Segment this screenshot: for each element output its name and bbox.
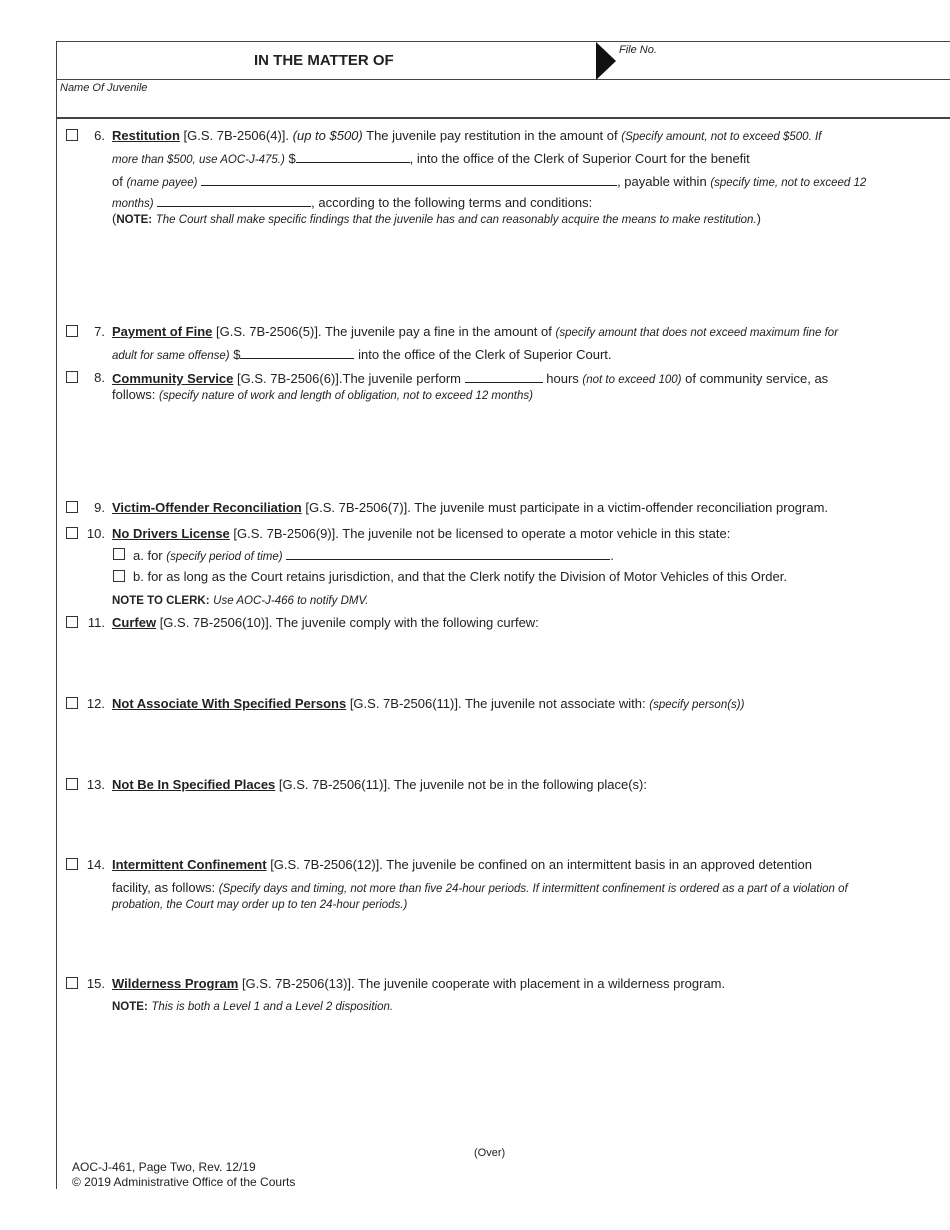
header-top-rule <box>56 41 950 42</box>
item-number: 7. <box>94 324 105 339</box>
not-in-places-title: Not Be In Specified Places <box>112 777 276 792</box>
community-service-title: Community Service <box>112 371 234 386</box>
clerk-note: NOTE TO CLERK: Use AOC-J-466 to notify DMV. <box>112 595 369 607</box>
not-associate-line: Not Associate With Specified Persons [G.S. 7B-2506(11)]. The juvenile not associate with: (specify person(s)) <box>112 696 745 711</box>
item-number: 15. <box>86 976 105 991</box>
fine-amount-field[interactable] <box>240 346 354 359</box>
item-number: 11. <box>87 615 105 630</box>
file-no-label: File No. <box>619 44 657 56</box>
restitution-title: Restitution <box>112 128 180 143</box>
header-mid-rule <box>56 79 950 80</box>
item-number: 9. <box>94 500 105 515</box>
not-associate-title: Not Associate With Specified Persons <box>112 696 347 711</box>
license-option-a: a. for (specify period of time) . <box>133 548 614 563</box>
left-margin-rule <box>56 41 57 1189</box>
payment-time-field[interactable] <box>157 194 311 207</box>
wilderness-note: NOTE: This is both a Level 1 and a Level 2 disposition. <box>112 1001 394 1013</box>
confinement-title: Intermittent Confinement <box>112 857 267 872</box>
license-period-field[interactable] <box>286 547 610 560</box>
fine-line-1: Payment of Fine [G.S. 7B-2506(5)]. The juvenile pay a fine in the amount of (specify amount that does not exceed maximum fine for <box>112 324 839 339</box>
form-number: AOC-J-461, Page Two, Rev. 12/19 <box>72 1160 256 1174</box>
drivers-license-title: No Drivers License <box>112 526 230 541</box>
restitution-line-1: Restitution [G.S. 7B-2506(4)]. (up to $500) The juvenile pay restitution in the amount of (Specify amount, not to exceed $500. If <box>112 128 822 143</box>
wilderness-title: Wilderness Program <box>112 976 239 991</box>
checkbox-license-option-a[interactable] <box>113 548 125 560</box>
victim-offender-line: Victim-Offender Reconciliation [G.S. 7B-2506(7)]. The juvenile must participate in a victim-offender reconciliation program. <box>112 500 829 515</box>
checkbox-license-option-b[interactable] <box>113 570 125 582</box>
item-number: 6. <box>94 128 105 143</box>
wilderness-line: Wilderness Program [G.S. 7B-2506(13)]. The juvenile cooperate with placement in a wilderness program. <box>112 976 726 991</box>
item-number: 14. <box>86 857 105 872</box>
item-number: 8. <box>94 370 105 385</box>
curfew-title: Curfew <box>112 615 157 630</box>
page-title: IN THE MATTER OF <box>254 52 394 69</box>
item-number: 10. <box>86 526 105 541</box>
copyright: © 2019 Administrative Office of the Courts <box>72 1175 296 1189</box>
confinement-line-2: facility, as follows: (Specify days and timing, not more than five 24-hour periods. If intermittent confinement is ordered as a part of a violation of <box>112 880 848 895</box>
over-indicator: (Over) <box>474 1147 506 1159</box>
fine-line-2: adult for same offense) $ into the office of the Clerk of Superior Court. <box>112 347 612 362</box>
confinement-line-1: Intermittent Confinement [G.S. 7B-2506(12)]. The juvenile be confined on an intermittent basis in an approved detention <box>112 857 812 872</box>
header-bottom-rule <box>56 117 950 119</box>
restitution-line-4: months) , according to the following terms and conditions: <box>112 195 593 210</box>
drivers-license-line: No Drivers License [G.S. 7B-2506(9)]. The juvenile not be licensed to operate a motor vehicle in this state: <box>112 526 731 541</box>
payee-name-field[interactable] <box>201 173 617 186</box>
victim-offender-title: Victim-Offender Reconciliation <box>112 500 302 515</box>
item-number: 13. <box>86 777 105 792</box>
curfew-line: Curfew [G.S. 7B-2506(10)]. The juvenile comply with the following curfew: <box>112 615 539 630</box>
restitution-line-3: of (name payee) , payable within (specify time, not to exceed 12 <box>112 174 867 189</box>
restitution-note: (NOTE: The Court shall make specific findings that the juvenile has and can reasonably acquire the means to make restitution.) <box>112 211 761 226</box>
item-number: 12. <box>86 696 105 711</box>
service-hours-field[interactable] <box>465 370 543 383</box>
juvenile-name-label: Name Of Juvenile <box>60 82 148 94</box>
file-no-arrow-icon <box>596 42 616 80</box>
not-in-places-line: Not Be In Specified Places [G.S. 7B-2506(11)]. The juvenile not be in the following place(s): <box>112 777 647 792</box>
restitution-line-2: more than $500, use AOC-J-475.) $ , into the office of the Clerk of Superior Court for the benefit <box>112 151 750 166</box>
community-service-line-2: follows: (specify nature of work and length of obligation, not to exceed 12 months) <box>112 387 533 402</box>
confinement-line-3: probation, the Court may order up to ten 24-hour periods.) <box>112 899 408 911</box>
license-option-b: b. for as long as the Court retains jurisdiction, and that the Clerk notify the Division of Motor Vehicles of this Order. <box>133 569 787 584</box>
community-service-line-1: Community Service [G.S. 7B-2506(6)].The juvenile perform hours (not to exceed 100) of community service, as <box>112 371 829 386</box>
restitution-amount-field[interactable] <box>296 150 410 163</box>
fine-title: Payment of Fine <box>112 324 213 339</box>
